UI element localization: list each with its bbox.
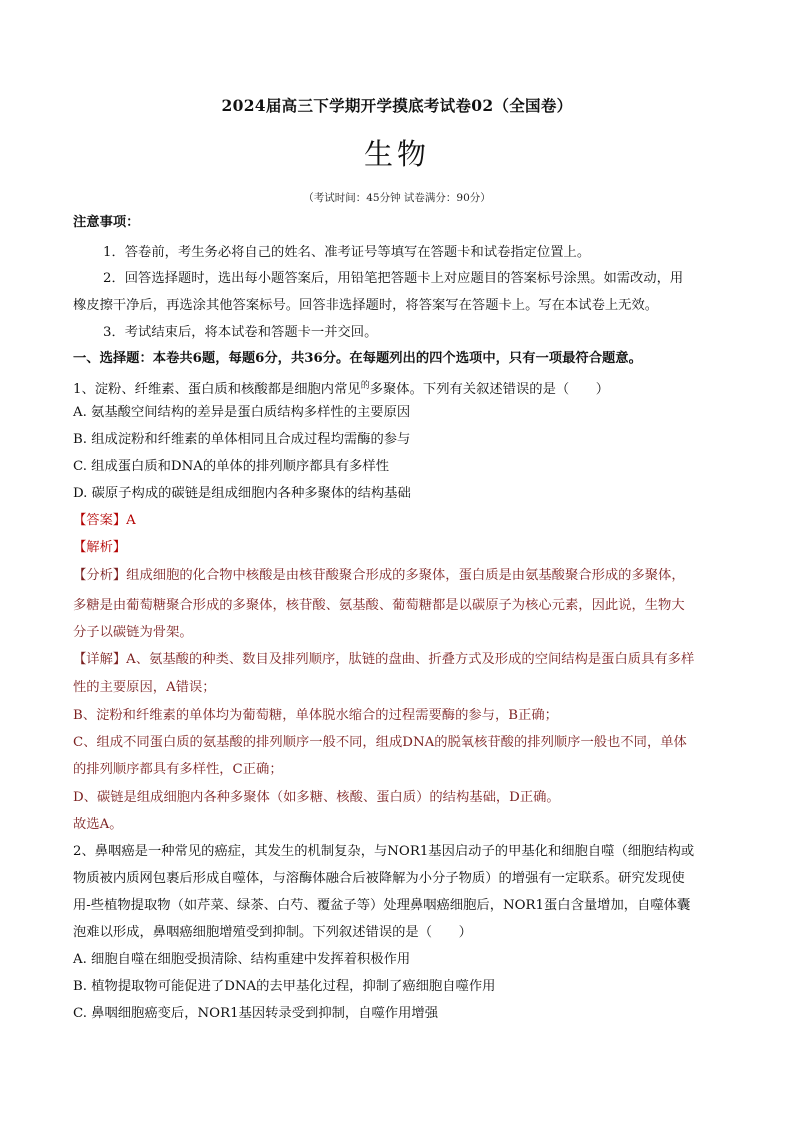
q1-conclusion: 故选A。: [73, 817, 123, 832]
q1-answer: 【答案】A: [73, 513, 136, 528]
q1-analysis-label: 【解析】: [73, 540, 127, 555]
exam-title: 2024届高三下学期开学摸底考试卷02（全国卷）: [221, 96, 573, 115]
q1-analysis-line-3: 分子以碳链为骨架。: [73, 625, 193, 640]
q1-option-a: A. 氨基酸空间结构的差异是蛋白质结构多样性的主要原因: [73, 405, 411, 420]
q1-detail-line-3: B、淀粉和纤维素的单体均为葡萄糖，单体脱水缩合的过程需要酶的参与，B正确；: [73, 708, 558, 723]
notice-item-2: 2．回答选择题时，选出每小题答案后，用铅笔把答题卡上对应题目的答案标号涂黑。如需改动，用: [103, 271, 684, 286]
q1-stem: [73, 377, 723, 399]
notice-item-1: 1．答卷前，考生务必将自己的姓名、准考证号等填写在答题卡和试卷指定位置上。: [103, 245, 591, 260]
q2-stem-line-4: 泡难以形成，鼻咽癌细胞增殖受到抑制。下列叙述错误的是（ ）: [73, 925, 472, 940]
section-heading-text: 一、选择题：本卷共6题，每题6分，共36分。在每题列出的四个选项中，只有一项最符合题意。: [73, 351, 642, 366]
q1-detail-line-2: 性的主要原因，A错误；: [73, 680, 216, 695]
section-heading: [73, 350, 723, 368]
q1-option-c: C. 组成蛋白质和DNA的单体的排列顺序都具有多样性: [73, 459, 389, 474]
q1-stem-sup: 的: [360, 381, 370, 391]
q1-analysis-line-2: 多糖是由葡萄糖聚合形成的多聚体，核苷酸、氨基酸、葡萄糖都是以碳原子为核心元素，因此说，生物大: [73, 598, 685, 613]
notice-item-2-cont: 橡皮擦干净后，再选涂其他答案标号。回答非选择题时，将答案写在答题卡上。写在本试卷上无效。: [73, 298, 659, 313]
q1-stem-b: 多聚体。下列有关叙述错误的是（ ）: [369, 382, 610, 397]
subject-title: 生物: [363, 137, 430, 171]
q1-detail-line-6: D、碳链是组成细胞内各种多聚体（如多糖、核酸、蛋白质）的结构基础，D正确。: [73, 790, 560, 805]
q1-option-b: B. 组成淀粉和纤维素的单体相同且合成过程均需酶的参与: [73, 432, 411, 447]
q1-detail-line-1: 【详解】A、氨基酸的种类、数目及排列顺序，肽链的盘曲、折叠方式及形成的空间结构是蛋白质具有多样: [73, 652, 695, 667]
exam-info: （考试时间：45分钟 试卷满分：90分）: [303, 192, 491, 204]
q1-option-d: D. 碳原子构成的碳链是组成细胞内各种多聚体的结构基础: [73, 486, 411, 501]
q1-detail-line-4: C、组成不同蛋白质的氨基酸的排列顺序一般不同，组成DNA的脱氧核苷酸的排列顺序一般也不同，单体: [73, 735, 687, 750]
q2-option-a: A. 细胞自噬在细胞受损清除、结构重建中发挥着积极作用: [73, 952, 411, 967]
q2-stem-line-3: 用-些植物提取物（如芹菜、绿茶、白芍、覆盆子等）处理鼻咽癌细胞后，NOR1蛋白含量增加，自噬体囊: [73, 898, 691, 913]
q1-detail-line-5: 的排列顺序都具有多样性，C正确；: [73, 762, 283, 777]
q1-stem-a: 1、淀粉、纤维素、蛋白质和核酸都是细胞内常见: [73, 382, 361, 397]
notice-heading: 注意事项：: [73, 215, 140, 230]
q2-option-b: B. 植物提取物可能促进了DNA的去甲基化过程，抑制了癌细胞自噬作用: [73, 979, 496, 994]
q2-option-c: C. 鼻咽细胞癌变后，NOR1基因转录受到抑制，自噬作用增强: [73, 1006, 438, 1021]
q1-analysis-line-1: 【分析】组成细胞的化合物中核酸是由核苷酸聚合形成的多聚体，蛋白质是由氨基酸聚合形成的多聚体，: [73, 568, 685, 583]
q2-stem-line-1: 2、鼻咽癌是一种常见的癌症，其发生的机制复杂，与NOR1基因启动子的甲基化和细胞自噬（细胞结构或: [73, 844, 695, 859]
q2-stem-line-2: 物质被内质网包裹后形成自噬体，与溶酶体融合后被降解为小分子物质）的增强有一定联系。研究发现使: [73, 871, 685, 886]
notice-item-3: 3．考试结束后，将本试卷和答题卡一并交回。: [103, 325, 378, 340]
